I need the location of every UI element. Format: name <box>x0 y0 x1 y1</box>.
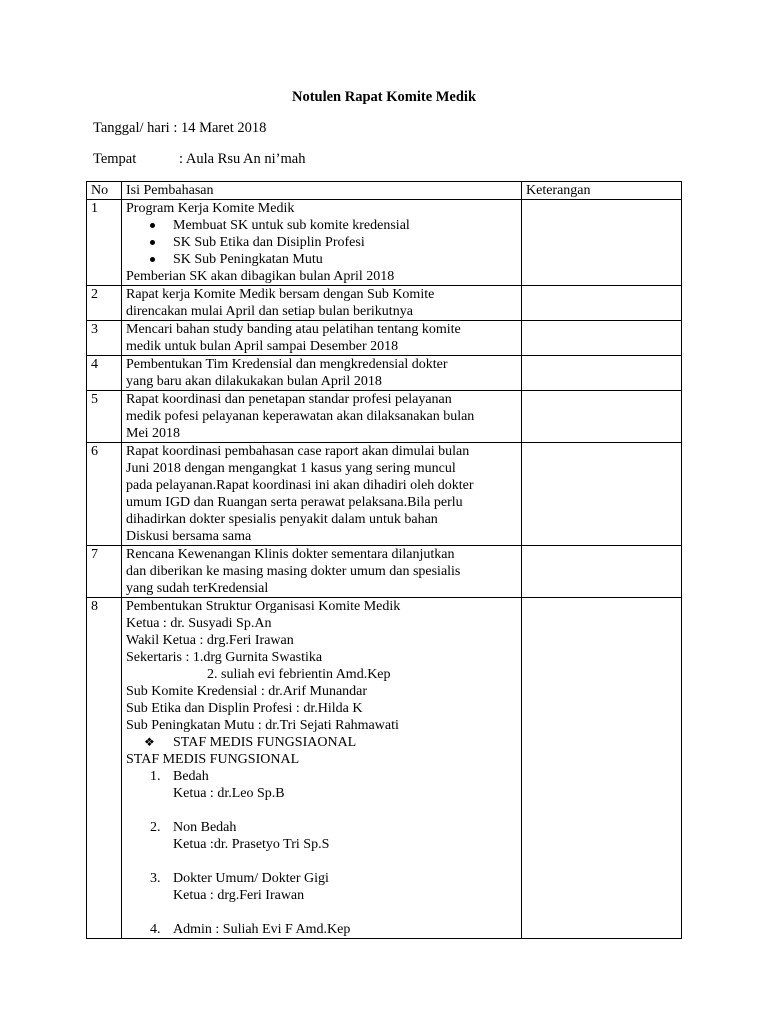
table-row <box>87 356 682 391</box>
row-number: 4 <box>87 356 122 391</box>
row-keterangan <box>522 546 682 598</box>
row-number: 5 <box>87 391 122 443</box>
list-item-name: Dokter Umum/ Dokter Gigi <box>173 871 329 886</box>
table-row <box>87 598 682 939</box>
list-item-name: Admin : Suliah Evi F Amd.Kep <box>173 922 351 937</box>
header-keterangan: Keterangan <box>522 182 682 200</box>
list-item <box>126 870 517 887</box>
text-line: Sub Komite Kredensial : dr.Arif Munandar <box>126 684 368 699</box>
list-number: 1. <box>150 769 161 784</box>
row-content <box>122 321 522 356</box>
row-content <box>122 443 522 546</box>
list-item <box>126 819 517 836</box>
table-row <box>87 443 682 546</box>
meeting-place <box>93 151 305 168</box>
list-number: 3. <box>150 871 161 886</box>
text-line: Mei 2018 <box>126 426 181 441</box>
text-line: Pembentukan Struktur Organisasi Komite Medik <box>126 599 401 614</box>
text-line: dihadirkan dokter spesialis penyakit dalam untuk bahan <box>126 512 438 527</box>
text-line: STAF MEDIS FUNGSIONAL <box>126 752 300 767</box>
text-line: Ketua : dr. Susyadi Sp.An <box>126 616 272 631</box>
text-line: yang sudah terKredensial <box>126 581 269 596</box>
place-label: Tempat <box>93 151 137 167</box>
list-number: 2. <box>150 820 161 835</box>
text-line: Wakil Ketua : drg.Feri Irawan <box>126 633 294 648</box>
list-item <box>126 768 517 785</box>
row-content <box>122 286 522 321</box>
row-content <box>122 598 522 939</box>
text-line: Rapat koordinasi dan penetapan standar profesi pelayanan <box>126 392 452 407</box>
text-line: Rapat koordinasi pembahasan case raport akan dimulai bulan <box>126 444 470 459</box>
list-item-sub: Ketua : drg.Feri Irawan <box>173 888 305 903</box>
row-number: 2 <box>87 286 122 321</box>
row-footer: Pemberian SK akan dibagikan bulan April 2018 <box>126 269 395 284</box>
minutes-table <box>86 181 682 939</box>
table-row <box>87 200 682 286</box>
meeting-date: Tanggal/ hari : 14 Maret 2018 <box>93 120 267 136</box>
text-line: umum IGD dan Ruangan serta perawat pelaksana.Bila perlu <box>126 495 463 510</box>
text-line: direncakan mulai April dan setiap bulan berikutnya <box>126 304 413 319</box>
document-title: Notulen Rapat Komite Medik <box>291 89 477 105</box>
list-item: Membuat SK untuk sub komite kredensial <box>126 217 517 234</box>
list-item-name: Non Bedah <box>173 820 237 835</box>
text-line: dan diberikan ke masing masing dokter umum dan spesialis <box>126 564 461 579</box>
header-isi: Isi Pembahasan <box>122 182 522 200</box>
row-keterangan <box>522 321 682 356</box>
text-line: Juni 2018 dengan mengangkat 1 kasus yang sering muncul <box>126 461 456 476</box>
row-title: Program Kerja Komite Medik <box>126 201 295 216</box>
text-line: Sub Peningkatan Mutu : dr.Tri Sejati Rahmawati <box>126 718 399 733</box>
text-line: Diskusi bersama sama <box>126 529 252 544</box>
text-line: Mencari bahan study banding atau pelatihan tentang komite <box>126 322 461 337</box>
list-item-name: Bedah <box>173 769 209 784</box>
text-line: Rapat kerja Komite Medik bersam dengan Sub Komite <box>126 287 435 302</box>
row-content <box>122 546 522 598</box>
text-line: yang baru akan dilakukakan bulan April 2018 <box>126 374 382 389</box>
row-number: 6 <box>87 443 122 546</box>
list-item-sub: Ketua : dr.Leo Sp.B <box>173 786 285 801</box>
row-keterangan <box>522 286 682 321</box>
table-row <box>87 546 682 598</box>
row-keterangan <box>522 391 682 443</box>
list-item <box>126 921 517 938</box>
list-item-sub: Ketua :dr. Prasetyo Tri Sp.S <box>173 837 330 852</box>
row-content <box>122 200 522 286</box>
row-keterangan <box>522 356 682 391</box>
text-line: Pembentukan Tim Kredensial dan mengkredensial dokter <box>126 357 448 372</box>
text-line: Rencana Kewenangan Klinis dokter sementara dilanjutkan <box>126 547 455 562</box>
row-number: 7 <box>87 546 122 598</box>
header-no: No <box>87 182 122 200</box>
row-keterangan <box>522 200 682 286</box>
diamond-text: STAF MEDIS FUNGSIAONAL <box>173 735 357 750</box>
text-line: pada pelayanan.Rapat koordinasi ini akan dihadiri oleh dokter <box>126 478 474 493</box>
text-line: medik untuk bulan April sampai Desember 2018 <box>126 339 399 354</box>
table-row <box>87 321 682 356</box>
text-line <box>126 734 517 751</box>
list-item: SK Sub Peningkatan Mutu <box>126 251 517 268</box>
table-row <box>87 391 682 443</box>
row-number: 1 <box>87 200 122 286</box>
text-line: 2. suliah evi febrientin Amd.Kep <box>207 667 391 682</box>
row-keterangan <box>522 443 682 546</box>
text-line: Sub Etika dan Displin Profesi : dr.Hilda K <box>126 701 363 716</box>
bullet-list <box>126 217 517 268</box>
row-content <box>122 391 522 443</box>
text-line: Sekertaris : 1.drg Gurnita Swastika <box>126 650 323 665</box>
list-item: SK Sub Etika dan Disiplin Profesi <box>126 234 517 251</box>
diamond-bullet-icon: ❖ <box>144 735 155 749</box>
table-header-row <box>87 182 682 200</box>
row-number: 3 <box>87 321 122 356</box>
list-number: 4. <box>150 922 161 937</box>
text-line: medik pofesi pelayanan keperawatan akan dilaksanakan bulan <box>126 409 475 424</box>
place-value: : Aula Rsu An ni’mah <box>179 151 306 167</box>
row-keterangan <box>522 598 682 939</box>
row-content <box>122 356 522 391</box>
row-number: 8 <box>87 598 122 939</box>
table-row <box>87 286 682 321</box>
